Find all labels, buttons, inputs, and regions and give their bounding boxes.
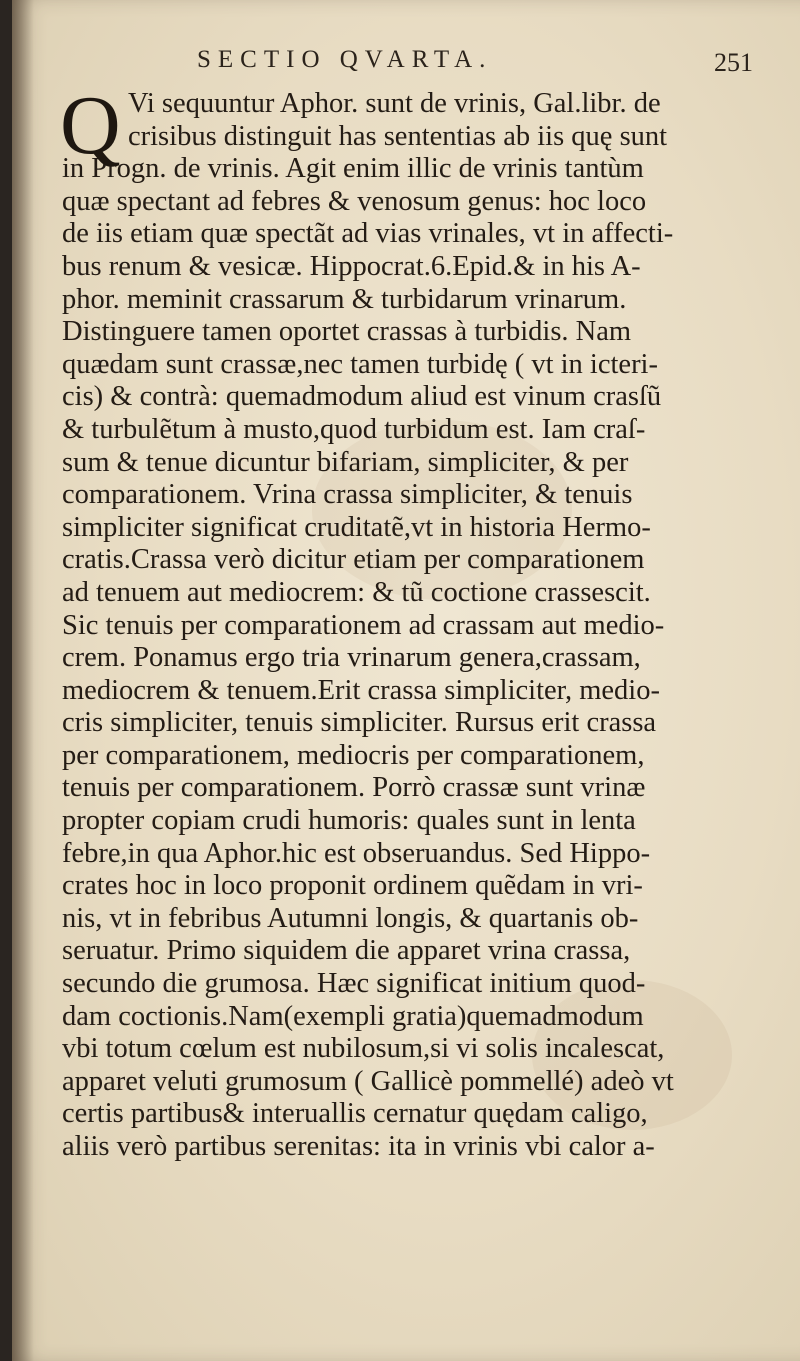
text-line: quædam sunt crassæ,nec tamen turbidę ( vt in icteri- <box>62 348 658 380</box>
text-line: simpliciter significat cruditatẽ,vt in historia Hermo- <box>62 511 651 543</box>
text-line: febre,in qua Aphor.hic est obseruandus. Sed Hippo- <box>62 837 651 869</box>
text-line: crem. Ponamus ergo tria vrinarum genera,crassam, <box>62 642 641 674</box>
page-number: 251 <box>714 48 753 77</box>
text-line: apparet veluti grumosum ( Gallicè pommellé) adeò vt <box>62 1065 674 1097</box>
text-line: Distinguere tamen oportet crassas à turbidis. Nam <box>62 316 632 348</box>
text-line: comparationem. Vrina crassa simpliciter, & tenuis <box>62 479 633 511</box>
text-line: in Progn. de vrinis. Agit enim illic de vrinis tantùm <box>62 153 644 185</box>
body-text <box>60 79 784 1164</box>
text-line: mediocrem & tenuem.Erit crassa simpliciter, medio- <box>62 674 660 706</box>
text-line: dam coctionis.Nam(exempli gratia)quemadmodum <box>62 1000 644 1032</box>
text-line: seruatur. Primo siquidem die apparet vrina crassa, <box>62 935 631 967</box>
text-line: phor. meminit crassarum & turbidarum vrinarum. <box>62 283 627 315</box>
text-line: cris simpliciter, tenuis simpliciter. Rursus erit crassa <box>62 707 657 739</box>
text-line: Sic tenuis per comparationem ad crassam aut medio- <box>62 609 665 641</box>
text-line: ad tenuem aut mediocrem: & tũ coctione crassescit. <box>62 576 651 608</box>
drop-cap: Q <box>60 79 121 172</box>
text-line: bus renum & vesicæ. Hippocrat.6.Epid.& in his A- <box>62 250 641 282</box>
text-line: crates hoc in loco proponit ordinem quẽdam in vri- <box>62 870 643 902</box>
text-line: de iis etiam quæ spectãt ad vias vrinales, vt in affecti- <box>62 218 674 250</box>
text-line: cis) & contrà: quemadmodum aliud est vinum crasſũ <box>62 381 662 413</box>
text-line: per comparationem, mediocris per comparationem, <box>62 739 645 771</box>
book-page <box>12 0 800 1361</box>
running-title: SECTIO QVARTA. <box>197 46 493 73</box>
text-line: nis, vt in febribus Autumni longis, & quartanis ob- <box>62 902 639 934</box>
text-line: cratis.Crassa verò dicitur etiam per comparationem <box>62 544 645 576</box>
text-line: aliis verò partibus serenitas: ita in vrinis vbi calor a- <box>62 1131 655 1162</box>
text-line: sum & tenue dicuntur bifariam, simpliciter, & per <box>62 446 629 478</box>
text-line: crisibus distinguit has sententias ab iis quę sunt <box>128 120 668 152</box>
text-line: tenuis per comparationem. Porrò crassæ sunt vrinæ <box>62 772 646 804</box>
text-line: propter copiam crudi humoris: quales sunt in lenta <box>62 805 636 837</box>
text-line: secundo die grumosa. Hæc significat initium quod- <box>62 968 646 1000</box>
binding-gutter <box>12 0 34 1361</box>
text-line: quæ spectant ad febres & venosum genus: hoc loco <box>62 185 647 217</box>
text-line: & turbulẽtum à musto,quod turbidum est. Iam craſ- <box>62 413 646 445</box>
text-line: certis partibus& interuallis cernatur quędam caligo, <box>62 1098 648 1130</box>
running-head <box>12 40 800 84</box>
text-line: Vi sequuntur Aphor. sunt de vrinis, Gal.libr. de <box>128 88 661 119</box>
text-line: vbi totum cœlum est nubilosum,si vi solis incalescat, <box>62 1033 665 1065</box>
